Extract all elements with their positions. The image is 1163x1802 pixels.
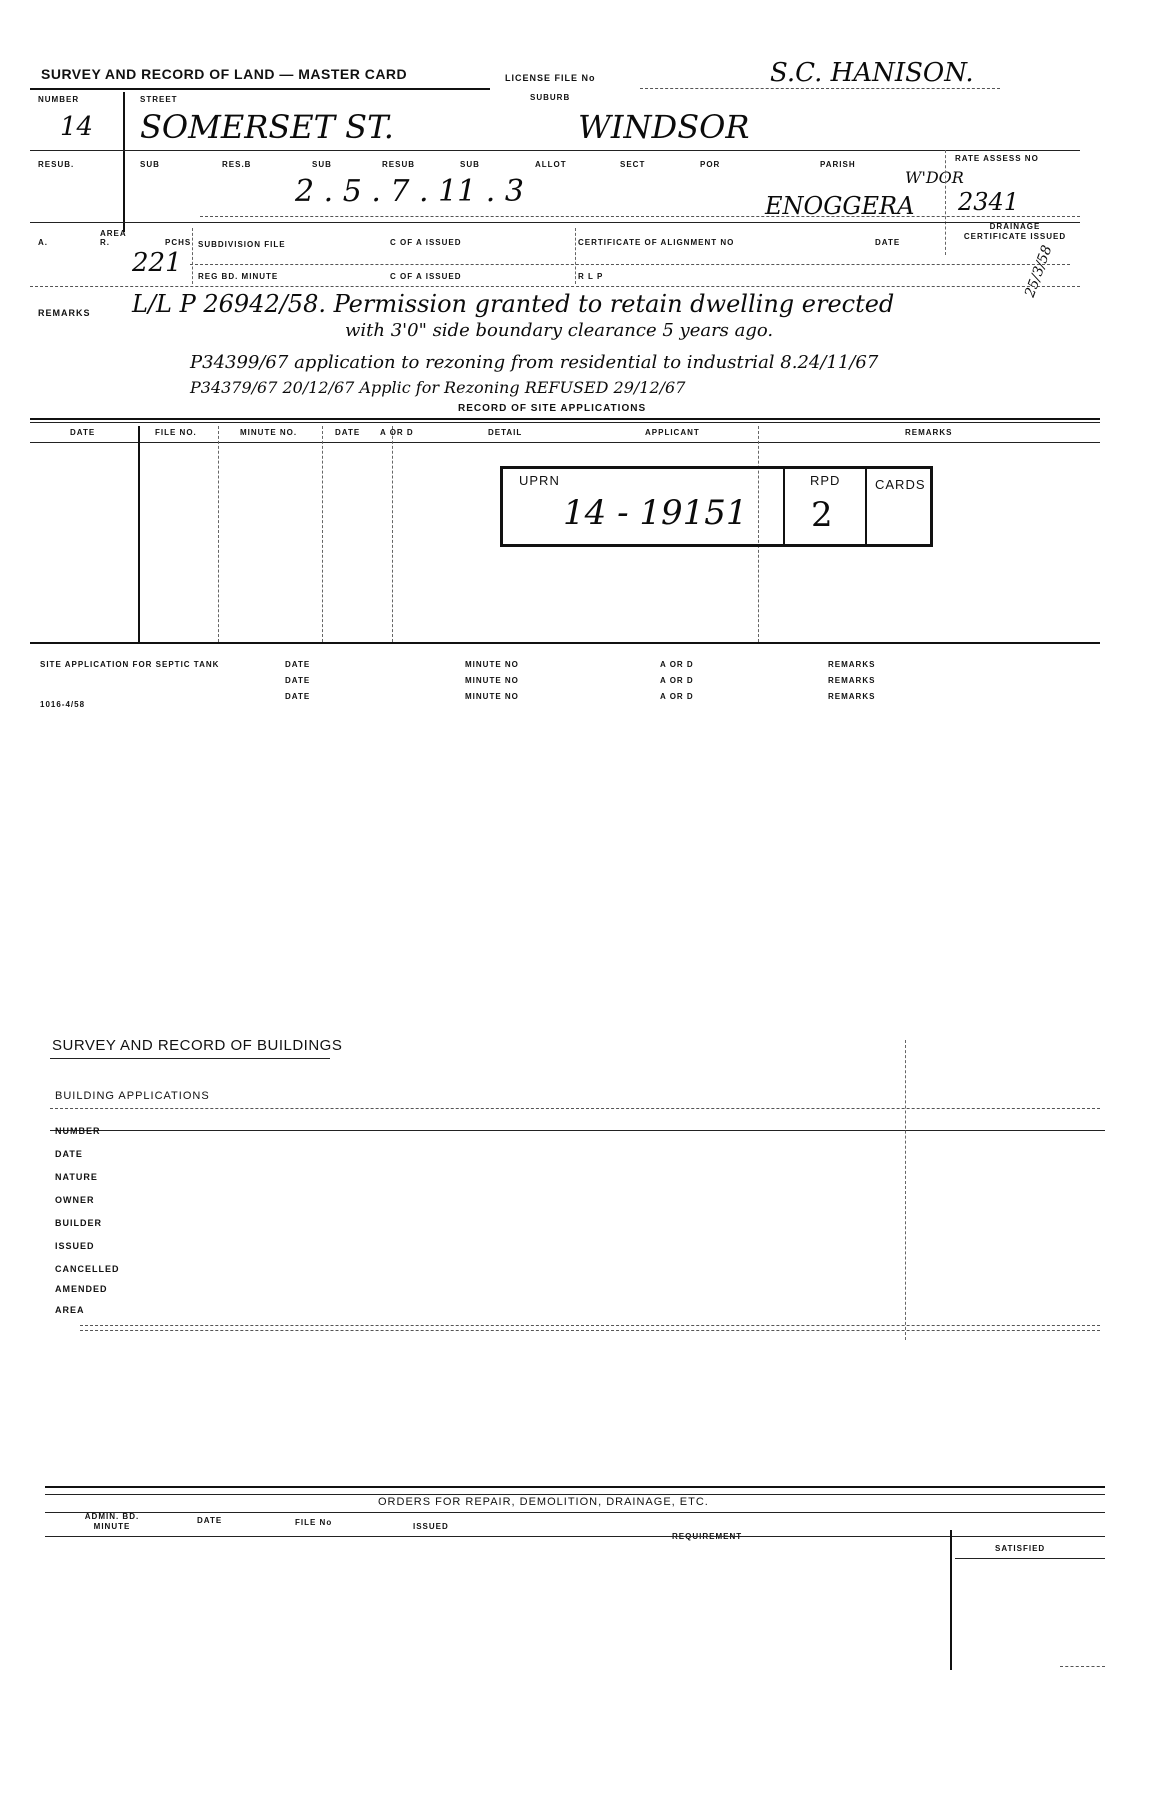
remarks-line2: with 3'0" side boundary clearance 5 years ago. bbox=[345, 320, 774, 341]
cards-label: CARDS bbox=[875, 477, 926, 492]
septic-aord-3: A OR D bbox=[660, 692, 694, 701]
bldg-row-amended: AMENDED bbox=[55, 1284, 108, 1294]
uprn-box bbox=[500, 466, 933, 547]
septic-minute-3: MINUTE NO bbox=[465, 692, 519, 701]
remarks-label: REMARKS bbox=[38, 308, 91, 318]
orders-title: ORDERS FOR REPAIR, DEMOLITION, DRAINAGE, ETC. bbox=[378, 1496, 709, 1508]
remarks-initials: 25/3/58 bbox=[1022, 243, 1056, 300]
date-label-row3: DATE bbox=[875, 238, 901, 247]
site-header-file-no: FILE NO. bbox=[155, 428, 197, 437]
resub-label: RESUB. bbox=[38, 160, 75, 169]
rpd-label: RPD bbox=[810, 473, 841, 488]
suburb-label: SUBURB bbox=[530, 93, 571, 102]
septic-label: SITE APPLICATION FOR SEPTIC TANK bbox=[40, 660, 220, 669]
site-header-detail: DETAIL bbox=[488, 428, 523, 437]
bldg-row-number: NUMBER bbox=[55, 1126, 101, 1136]
septic-date-3: DATE bbox=[285, 692, 311, 701]
bldg-row-issued: ISSUED bbox=[55, 1241, 95, 1251]
orders-issued-label: ISSUED bbox=[413, 1522, 449, 1531]
rate-assess-label: RATE ASSESS NO bbox=[955, 154, 1039, 163]
suburb-value: WINDSOR bbox=[578, 108, 750, 146]
parish-value: ENOGGERA bbox=[765, 192, 915, 220]
a-label: A. bbox=[38, 238, 48, 247]
remarks-line1: L/L P 26942/58. Permission granted to retain dwelling erected bbox=[132, 290, 895, 318]
sub-label: SUB bbox=[140, 160, 160, 169]
orders-admin-label: ADMIN. BD. MINUTE bbox=[84, 1512, 140, 1531]
site-header-minute-no: MINUTE NO. bbox=[240, 428, 298, 437]
drainage-cert-label: DRAINAGE CERTIFICATE ISSUED bbox=[963, 222, 1067, 241]
bldg-row-cancelled: CANCELLED bbox=[55, 1264, 120, 1274]
orders-file-label: FILE No bbox=[295, 1518, 333, 1527]
bldg-row-owner: OWNER bbox=[55, 1195, 95, 1205]
rate-value-a: W'DOR bbox=[905, 168, 964, 187]
site-header-date2: DATE bbox=[335, 428, 361, 437]
site-header-applicant: APPLICANT bbox=[645, 428, 700, 437]
septic-date-1: DATE bbox=[285, 660, 311, 669]
bldg-row-nature: NATURE bbox=[55, 1172, 98, 1182]
number-value: 14 bbox=[60, 112, 94, 142]
area-value: 221 bbox=[132, 248, 182, 278]
orders-date-label: DATE bbox=[197, 1516, 223, 1525]
certificate-alignment-label: CERTIFICATE OF ALIGNMENT NO bbox=[578, 238, 735, 247]
uprn-value: 14 - 19151 bbox=[563, 493, 748, 533]
orders-satisfied-label: SATISFIED bbox=[995, 1544, 1046, 1553]
bldg-row-date: DATE bbox=[55, 1149, 83, 1159]
remarks-line4: P34379/67 20/12/67 Applic for Rezoning REFUSED 29/12/67 bbox=[190, 378, 686, 397]
reg-bd-minute-label: REG BD. MINUTE bbox=[198, 272, 279, 281]
buildings-title: SURVEY AND RECORD OF BUILDINGS bbox=[52, 1037, 343, 1054]
allot-label: ALLOT bbox=[535, 160, 567, 169]
subdivision-file-label: SUBDIVISION FILE bbox=[198, 240, 286, 249]
res-b-label: RES.B bbox=[222, 160, 252, 169]
pchs-label: PCHS bbox=[165, 238, 192, 247]
rl-label: R L P bbox=[578, 272, 604, 281]
por-label: POR bbox=[700, 160, 721, 169]
septic-minute-1: MINUTE NO bbox=[465, 660, 519, 669]
form-code: 1016-4/58 bbox=[40, 700, 86, 709]
building-applications-label: BUILDING APPLICATIONS bbox=[55, 1090, 210, 1102]
lot-values: 2 . 5 . 7 . 11 . 3 bbox=[295, 174, 524, 209]
rpd-value: 2 bbox=[811, 495, 833, 535]
number-label: NUMBER bbox=[38, 95, 80, 104]
owner-handwritten: S.C. HANISON. bbox=[770, 58, 974, 88]
septic-date-2: DATE bbox=[285, 676, 311, 685]
bldg-row-area: AREA bbox=[55, 1305, 85, 1315]
site-apps-title: RECORD OF SITE APPLICATIONS bbox=[458, 403, 647, 414]
sub3-label: SUB bbox=[460, 160, 480, 169]
uprn-label: UPRN bbox=[519, 473, 560, 488]
license-file-label: LICENSE FILE No bbox=[505, 73, 596, 83]
c-of-a-issued-label: C OF A ISSUED bbox=[390, 238, 462, 247]
site-header-a-or-d: A OR D bbox=[380, 428, 414, 437]
street-label: STREET bbox=[140, 95, 178, 104]
bldg-row-builder: BUILDER bbox=[55, 1218, 102, 1228]
street-value: SOMERSET ST. bbox=[140, 108, 394, 146]
site-header-date: DATE bbox=[70, 428, 96, 437]
area-label: AREA bbox=[100, 229, 127, 238]
sect-label: SECT bbox=[620, 160, 646, 169]
remarks-line3: P34399/67 application to rezoning from residential to industrial 8.24/11/67 bbox=[190, 352, 879, 373]
parish-label: PARISH bbox=[820, 160, 856, 169]
sub2-label: SUB bbox=[312, 160, 332, 169]
c-of-a-issued2-label: C OF A ISSUED bbox=[390, 272, 462, 281]
rate-value-b: 2341 bbox=[958, 188, 1020, 216]
orders-requirement-label: REQUIREMENT bbox=[672, 1532, 743, 1541]
r-label: R. bbox=[100, 238, 110, 247]
septic-remarks-1: REMARKS bbox=[828, 660, 876, 669]
septic-minute-2: MINUTE NO bbox=[465, 676, 519, 685]
card-title: SURVEY AND RECORD OF LAND — MASTER CARD bbox=[41, 66, 408, 82]
septic-remarks-2: REMARKS bbox=[828, 676, 876, 685]
septic-aord-1: A OR D bbox=[660, 660, 694, 669]
resub2-label: RESUB bbox=[382, 160, 416, 169]
septic-aord-2: A OR D bbox=[660, 676, 694, 685]
septic-remarks-3: REMARKS bbox=[828, 692, 876, 701]
site-header-remarks: REMARKS bbox=[905, 428, 953, 437]
